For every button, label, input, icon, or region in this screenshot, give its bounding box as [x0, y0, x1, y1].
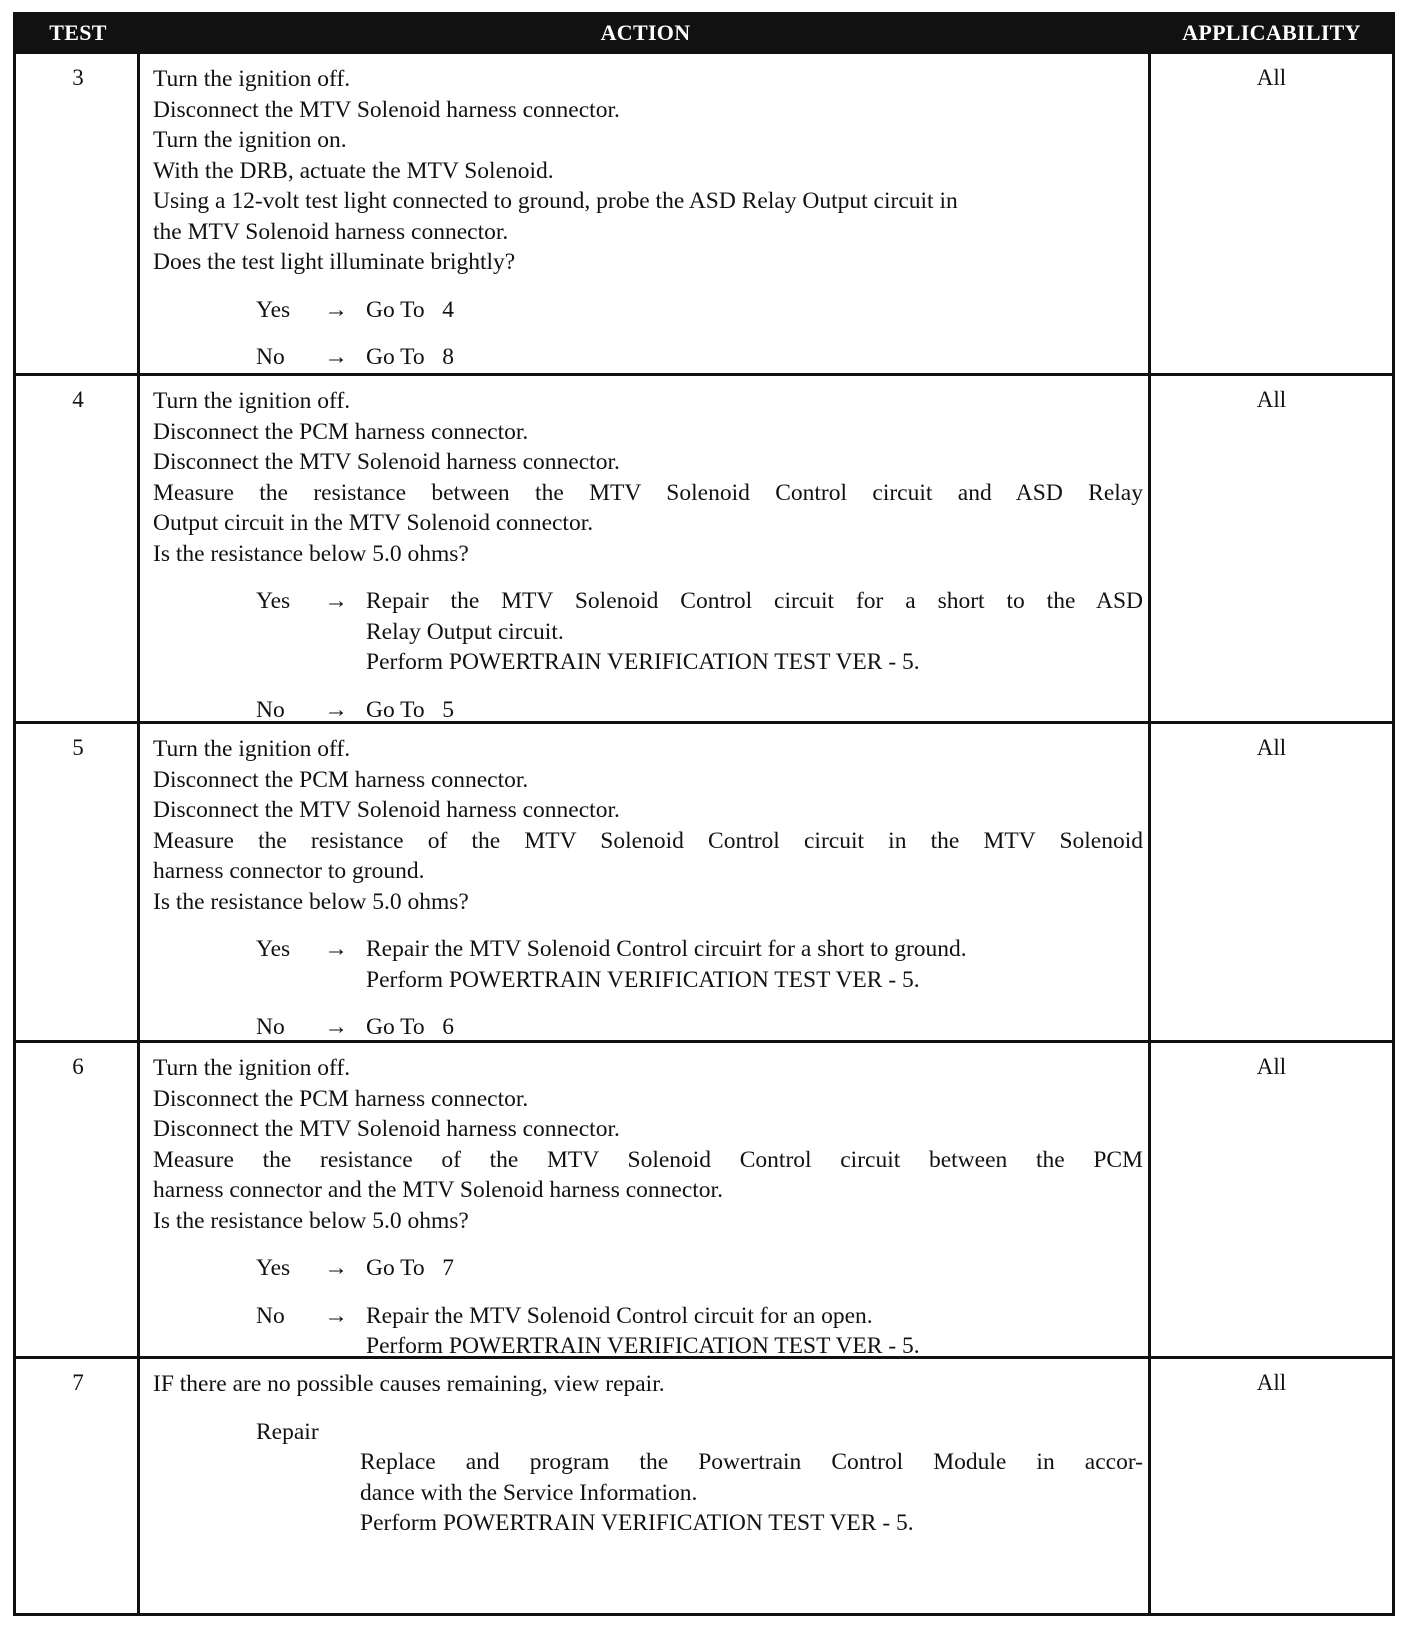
answer-key: No	[256, 696, 285, 723]
table-row	[16, 54, 1392, 373]
arrow-icon: →	[324, 1255, 348, 1281]
answer-result: Go To 5	[366, 696, 455, 723]
repair-label: Repair	[256, 1418, 319, 1445]
arrow-icon: →	[324, 936, 348, 962]
test-number: 7	[72, 1370, 84, 1395]
action-line: Measure the resistance of the MTV Solenoid Control circuit in the MTV Solenoid	[153, 827, 1143, 854]
test-number: 5	[72, 735, 84, 760]
arrow-icon: →	[324, 296, 348, 323]
applicability-cell: All	[1256, 1054, 1287, 1079]
answer-result: Perform POWERTRAIN VERIFICATION TEST VER - 5.	[366, 1333, 920, 1359]
answer-result: Go To 8	[366, 344, 455, 370]
answer-key: Yes	[256, 1255, 291, 1281]
action-line: Disconnect the PCM harness connector.	[153, 766, 529, 793]
answer-yes	[256, 934, 1143, 995]
answer-key: No	[256, 344, 285, 370]
answer-key: No	[256, 1014, 285, 1040]
answer-no	[256, 1012, 1143, 1043]
action-line: the MTV Solenoid harness connector.	[153, 218, 509, 245]
answer-key: Yes	[256, 588, 291, 614]
test-number: 4	[72, 387, 84, 412]
arrow-icon: →	[324, 1014, 348, 1040]
answer-yes	[256, 586, 1143, 678]
action-line: Disconnect the PCM harness connector.	[153, 418, 529, 445]
answer-result: Relay Output circuit.	[366, 618, 564, 645]
table-row	[16, 721, 1392, 1040]
action-line: Disconnect the MTV Solenoid harness connector.	[153, 1116, 620, 1142]
repair-line: Perform POWERTRAIN VERIFICATION TEST VER - 5.	[360, 1510, 914, 1536]
action-line: Is the resistance below 5.0 ohms?	[153, 540, 469, 567]
action-line: Turn the ignition off.	[153, 66, 351, 92]
answer-key: Yes	[256, 936, 291, 962]
repair-line: Replace and program the Powertrain Control Module in accor-	[360, 1449, 1143, 1475]
applicability-cell: All	[1256, 65, 1287, 90]
answer-yes	[256, 295, 1143, 326]
answer-result: Perform POWERTRAIN VERIFICATION TEST VER - 5.	[366, 649, 920, 675]
action-cell	[153, 734, 1143, 1043]
action-cell	[153, 1369, 1143, 1539]
answer-no	[256, 342, 1143, 373]
action-line: Turn the ignition off.	[153, 1055, 351, 1081]
repair-instructions	[360, 1447, 1143, 1539]
answer-result: Repair the MTV Solenoid Control circuit for a short to the ASD	[366, 588, 1143, 614]
action-line: Disconnect the PCM harness connector.	[153, 1085, 529, 1112]
action-line: Measure the resistance between the MTV Solenoid Control circuit and ASD Relay	[153, 479, 1143, 506]
table-header	[16, 15, 1392, 54]
repair-line: dance with the Service Information.	[360, 1479, 698, 1506]
action-line: harness connector to ground.	[153, 858, 425, 884]
action-line: With the DRB, actuate the MTV Solenoid.	[153, 157, 554, 184]
action-line: Disconnect the MTV Solenoid harness connector.	[153, 96, 620, 123]
answer-result: Repair the MTV Solenoid Control circuit for an open.	[366, 1302, 873, 1329]
answer-no	[256, 1301, 1143, 1362]
applicability-cell: All	[1256, 1370, 1287, 1395]
answer-result: Go To 7	[366, 1255, 455, 1281]
arrow-icon: →	[324, 588, 348, 614]
action-line: Using a 12-volt test light connected to ground, probe the ASD Relay Output circuit in	[153, 188, 958, 214]
action-line: Does the test light illuminate brightly?	[153, 249, 516, 275]
diagnostic-table	[13, 12, 1395, 1616]
action-line: Measure the resistance of the MTV Solenoid Control circuit between the PCM	[153, 1146, 1143, 1173]
applicability-cell: All	[1256, 387, 1287, 412]
table-row	[16, 1356, 1392, 1613]
test-number: 6	[72, 1054, 84, 1079]
action-line: Turn the ignition on.	[153, 127, 347, 153]
answer-key: Yes	[256, 296, 291, 323]
action-line: Output circuit in the MTV Solenoid connector.	[153, 510, 594, 536]
action-line: harness connector and the MTV Solenoid harness connector.	[153, 1177, 723, 1203]
action-cell	[153, 1053, 1143, 1362]
action-line: Turn the ignition off.	[153, 388, 351, 414]
answer-result: Go To 4	[366, 296, 455, 323]
applicability-cell: All	[1256, 735, 1287, 760]
arrow-icon: →	[324, 1302, 348, 1329]
action-line: IF there are no possible causes remaining, view repair.	[153, 1371, 665, 1397]
answer-result: Go To 6	[366, 1014, 455, 1040]
arrow-icon: →	[324, 344, 348, 370]
header-applicability: APPLICABILITY	[1182, 20, 1361, 45]
action-line: Disconnect the MTV Solenoid harness connector.	[153, 449, 620, 475]
arrow-icon: →	[324, 696, 348, 723]
answer-result: Repair the MTV Solenoid Control circuirt for a short to ground.	[366, 936, 967, 962]
header-action: ACTION	[600, 20, 691, 45]
answer-key: No	[256, 1302, 285, 1329]
table-row	[16, 373, 1392, 721]
action-line: Disconnect the MTV Solenoid harness connector.	[153, 797, 620, 823]
answer-result: Perform POWERTRAIN VERIFICATION TEST VER - 5.	[366, 966, 920, 993]
answer-yes	[256, 1253, 1143, 1284]
action-cell	[153, 386, 1143, 725]
table-row	[16, 1040, 1392, 1359]
action-cell	[153, 64, 1143, 373]
action-line: Is the resistance below 5.0 ohms?	[153, 888, 469, 915]
action-line: Turn the ignition off.	[153, 736, 351, 762]
header-test: TEST	[49, 20, 107, 45]
test-number: 3	[72, 65, 84, 90]
action-line: Is the resistance below 5.0 ohms?	[153, 1207, 469, 1234]
